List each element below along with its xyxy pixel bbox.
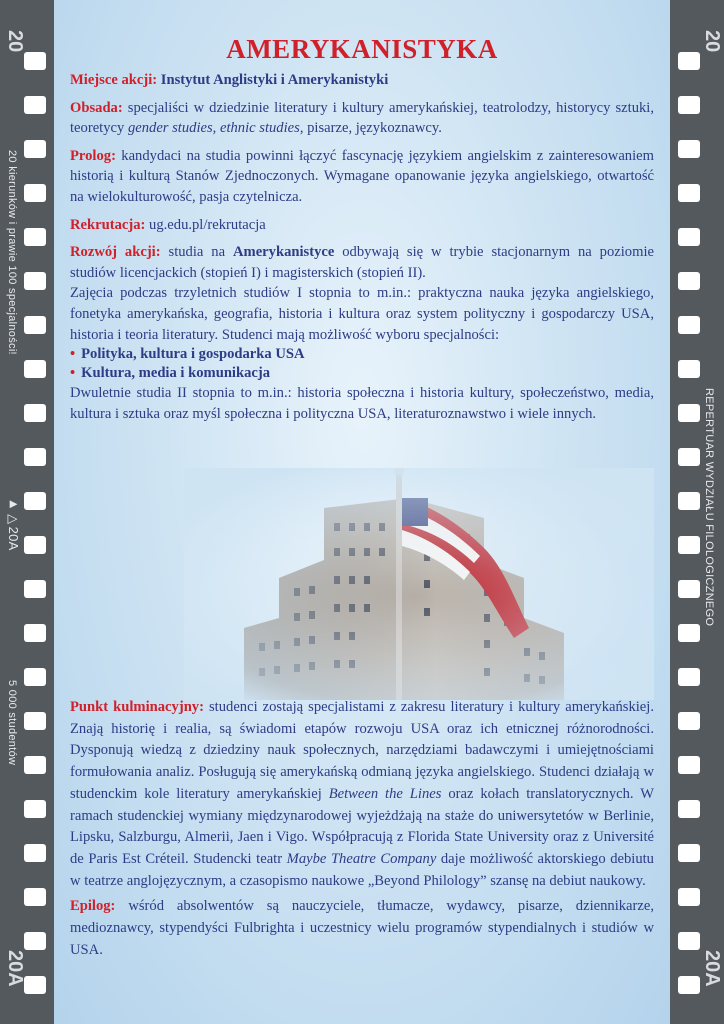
rozwoj-para2: Zajęcia podczas trzyletnich studiów I stopnia to m.in.: praktyczna nauka języka angielskiego, fonetyka amerykańska, geografia, historia i kultura oraz system polityczny i gospodarczy USA, historia i teoria literatury. Studenci mają możliwość wyboru specjalności: bbox=[70, 285, 654, 343]
specializations-list bbox=[70, 345, 654, 383]
miejsce-label: Miejsce akcji: bbox=[70, 72, 158, 88]
frame-number-top-right: 20 bbox=[701, 30, 723, 53]
obsada-label: Obsada: bbox=[70, 99, 123, 116]
frame-number-bottom-left: 20A bbox=[4, 950, 26, 987]
perforation bbox=[24, 272, 46, 290]
building-flag-photo bbox=[184, 468, 654, 700]
frame-number-top-left: 20 bbox=[4, 30, 26, 53]
obsada-gender-studies: gender studies bbox=[127, 120, 213, 137]
perforation bbox=[678, 360, 700, 378]
rozwoj-text-end: odbywają się w trybie stacjonarnym na poziomie studiów licencjackich (stopień I) i magisterskich (stopień II). bbox=[70, 244, 654, 281]
rozwoj-para3: Dwuletnie studia II stopnia to m.in.: historia społeczna i historia kultury, społeczeństwo, media, kultura i sztuka oraz myśl społeczna i polityczna USA, literaturoznawstwo i wiele innych. bbox=[70, 385, 654, 422]
rekrutacja-label: Rekrutacja: bbox=[70, 216, 146, 233]
perforation bbox=[678, 932, 700, 950]
rozwoj-intro bbox=[70, 242, 654, 283]
perforation bbox=[24, 888, 46, 906]
perforation bbox=[24, 52, 46, 70]
punkt-between-lines: Between the Lines bbox=[328, 785, 442, 802]
list-item: • Kultura, media i komunikacja bbox=[70, 364, 654, 383]
perforation bbox=[678, 272, 700, 290]
section-miejsce bbox=[70, 70, 654, 91]
perforation bbox=[678, 52, 700, 70]
perforation bbox=[678, 228, 700, 246]
perforation bbox=[24, 624, 46, 642]
perforation bbox=[24, 668, 46, 686]
perforation bbox=[24, 360, 46, 378]
perforation bbox=[678, 844, 700, 862]
perforation bbox=[24, 96, 46, 114]
perforation bbox=[24, 404, 46, 422]
perforation bbox=[678, 756, 700, 774]
perforation bbox=[24, 712, 46, 730]
perforation bbox=[24, 492, 46, 510]
epilog-text: wśród absolwentów są nauczyciele, tłumacze, wydawcy, pisarze, dziennikarze, medioznawcy, stypendyści Fulbrighta i uczestnicy wielu programów stypendialnych i studiów w USA. bbox=[70, 898, 654, 958]
punkt-text-2: oraz kołach translatorycznych. W ramach studenckiej wymiany międzynarodowej wyjeżdżają na staże do uniwersytetów w Berlinie, Lipsku, Salzburgu, Almerii, Jaen i Vigo. Współpracują z Florida State University oraz z Université de Paris Est Créteil. Studencki teatr bbox=[70, 785, 655, 867]
left-side-caption: 20 kierunków i prawie 100 specjalności! bbox=[6, 150, 18, 355]
left-side-frame-mark: ►▷20A bbox=[6, 496, 21, 551]
perforation bbox=[678, 536, 700, 554]
perforation bbox=[678, 316, 700, 334]
punkt-maybe-theatre: Maybe Theatre Company bbox=[286, 850, 437, 867]
prolog-label: Prolog: bbox=[70, 147, 116, 164]
perforation bbox=[678, 668, 700, 686]
film-strip-right bbox=[670, 0, 724, 1024]
page-title: AMERYKANISTYKA bbox=[226, 34, 498, 64]
perforation bbox=[678, 404, 700, 422]
obsada-text-end: , pisarze, językoznawcy. bbox=[299, 120, 442, 137]
perforation bbox=[24, 756, 46, 774]
obsada-ethnic-studies: ethnic studies bbox=[219, 120, 300, 137]
rozwoj-text: studia na bbox=[168, 244, 233, 261]
perforation bbox=[678, 184, 700, 202]
rozwoj-label: Rozwój akcji: bbox=[70, 244, 161, 261]
perforation bbox=[678, 580, 700, 598]
perforation bbox=[678, 492, 700, 510]
obsada-text: specjaliści w dziedzinie literatury i kultury amerykańskiej, teatrolodzy, historycy sztuki, teoretycy bbox=[70, 99, 654, 137]
section-punkt bbox=[70, 697, 654, 892]
main-content bbox=[70, 34, 654, 431]
page-panel bbox=[54, 0, 670, 1024]
punkt-text-3: daje możliwość aktorskiego debiutu w teatrze anglojęzycznym, a czasopismo naukowe „Beyond Philology” szansę na debiut naukowy. bbox=[70, 850, 654, 889]
punkt-label: Punkt kulminacyjny: bbox=[70, 699, 204, 715]
prolog-text: kandydaci na studia powinni łączyć fascynację językiem angielskim z zainteresowaniem historią i kulturą Stanów Zjednoczonych. Wymagane opanowanie języka angielskiego, otwartość na wielokulturowość, pasja czytelnicza. bbox=[70, 147, 654, 205]
perforation bbox=[24, 844, 46, 862]
film-strip-left bbox=[0, 0, 54, 1024]
perforation bbox=[24, 140, 46, 158]
perforation bbox=[24, 228, 46, 246]
epilog-label: Epilog: bbox=[70, 898, 116, 915]
perforation bbox=[24, 932, 46, 950]
section-rozwoj bbox=[70, 242, 654, 424]
perforation bbox=[24, 580, 46, 598]
section-prolog bbox=[70, 146, 654, 208]
perforation bbox=[678, 800, 700, 818]
rozwoj-bold: Amerykanistyce bbox=[233, 244, 335, 261]
perforation bbox=[678, 888, 700, 906]
perforation bbox=[678, 976, 700, 994]
perforation bbox=[678, 96, 700, 114]
perforation bbox=[24, 448, 46, 466]
right-side-caption: REPERTUAR WYDZIAŁU FILOLOGICZNEGO bbox=[703, 388, 715, 627]
section-epilog bbox=[70, 896, 654, 961]
perforation bbox=[678, 448, 700, 466]
section-obsada bbox=[70, 98, 654, 139]
perforation bbox=[678, 140, 700, 158]
obsada-separator: , bbox=[212, 120, 220, 137]
list-item: • Polityka, kultura i gospodarka USA bbox=[70, 345, 654, 364]
perforation bbox=[24, 184, 46, 202]
frame-number-bottom-right: 20A bbox=[701, 950, 723, 987]
punkt-text: studenci zostają specjalistami z zakresu literatury i kultury amerykańskiej. Znają historię i realia, są świadomi etapów rozwoju USA oraz ich etnicznej różnorodności. Dysponują wiedzą z dziedziny nauk społecznych, narzędziami badawczymi i umiejętnościami formułowania analiz. Posługują się amerykańską odmianą języka angielskiego. Studenci działają w studenckim kole literatury amerykańskiej bbox=[70, 699, 654, 802]
lower-content bbox=[70, 697, 654, 968]
section-rekrutacja bbox=[70, 215, 654, 236]
perforation bbox=[24, 316, 46, 334]
perforation bbox=[24, 800, 46, 818]
rekrutacja-link[interactable]: ug.edu.pl/rekrutacja bbox=[149, 216, 266, 233]
miejsce-text: Instytut Anglistyki i Amerykanistyki bbox=[160, 72, 389, 88]
perforation bbox=[24, 536, 46, 554]
perforation bbox=[24, 976, 46, 994]
left-side-students: 5 000 studentów bbox=[6, 680, 18, 766]
perforation bbox=[678, 624, 700, 642]
perforation bbox=[678, 712, 700, 730]
